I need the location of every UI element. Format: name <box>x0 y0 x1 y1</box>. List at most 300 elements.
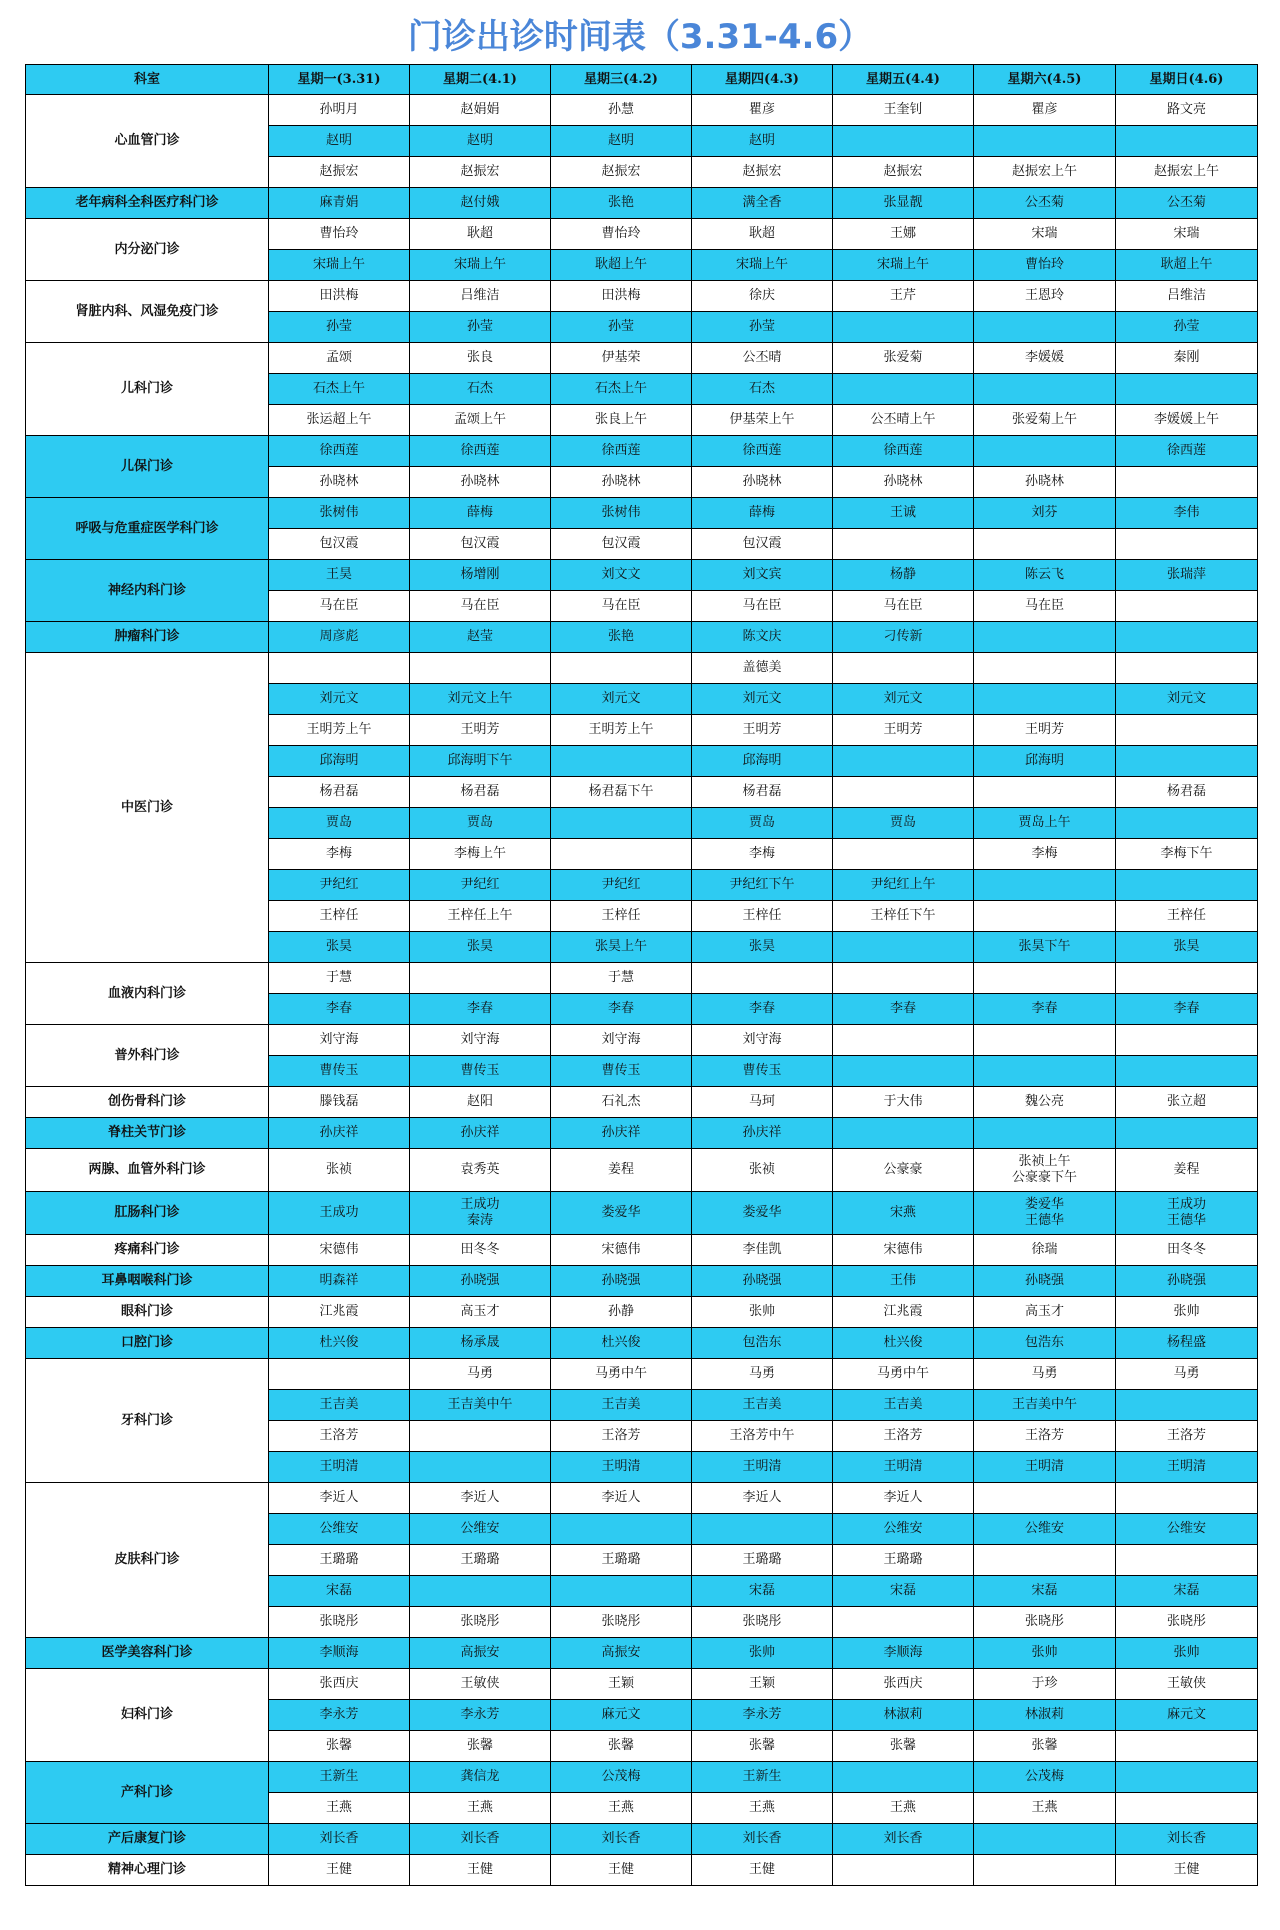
schedule-cell-tuesday: 宋瑞上午 <box>410 250 551 281</box>
schedule-cell-friday: 王明芳 <box>833 715 974 746</box>
schedule-cell-friday: 王燕 <box>833 1793 974 1824</box>
schedule-cell-friday: 张爱菊 <box>833 343 974 374</box>
schedule-cell-tuesday <box>410 653 551 684</box>
schedule-cell-monday: 王梓任 <box>269 901 410 932</box>
schedule-cell-monday: 孙明月 <box>269 95 410 126</box>
schedule-cell-monday: 麻青娟 <box>269 188 410 219</box>
schedule-cell-saturday: 李媛媛 <box>974 343 1116 374</box>
schedule-cell-friday <box>833 1607 974 1638</box>
schedule-cell-thursday: 王颖 <box>692 1669 833 1700</box>
schedule-cell-saturday <box>974 1824 1116 1855</box>
schedule-cell-friday <box>833 529 974 560</box>
schedule-cell-saturday: 贾岛上午 <box>974 808 1116 839</box>
schedule-cell-monday: 尹纪红 <box>269 870 410 901</box>
schedule-cell-tuesday: 赵明 <box>410 126 551 157</box>
schedule-cell-wednesday: 包汉霞 <box>551 529 692 560</box>
schedule-cell-saturday: 公丕菊 <box>974 188 1116 219</box>
schedule-cell-friday <box>833 839 974 870</box>
schedule-cell-friday <box>833 1025 974 1056</box>
schedule-cell-thursday: 张馨 <box>692 1731 833 1762</box>
schedule-cell-sunday <box>1116 870 1258 901</box>
schedule-cell-monday: 石杰上午 <box>269 374 410 405</box>
schedule-cell-tuesday: 曹传玉 <box>410 1056 551 1087</box>
schedule-cell-thursday <box>692 963 833 994</box>
schedule-cell-sunday: 王敏侠 <box>1116 1669 1258 1700</box>
schedule-cell-sunday <box>1116 374 1258 405</box>
table-row <box>26 1483 1258 1514</box>
schedule-cell-thursday: 张昊 <box>692 932 833 963</box>
schedule-cell-sunday: 麻元文 <box>1116 1700 1258 1731</box>
schedule-cell-saturday <box>974 1855 1116 1886</box>
table-row <box>26 622 1258 653</box>
schedule-cell-tuesday: 徐西莲 <box>410 436 551 467</box>
schedule-cell-sunday: 王健 <box>1116 1855 1258 1886</box>
schedule-cell-friday: 马在臣 <box>833 591 974 622</box>
schedule-cell-tuesday: 刘元文上午 <box>410 684 551 715</box>
schedule-cell-wednesday <box>551 1576 692 1607</box>
schedule-cell-sunday: 张帅 <box>1116 1297 1258 1328</box>
schedule-cell-friday: 张显靓 <box>833 188 974 219</box>
schedule-body <box>26 95 1258 1886</box>
table-row <box>26 1087 1258 1118</box>
schedule-cell-tuesday: 高玉才 <box>410 1297 551 1328</box>
department-name: 眼科门诊 <box>26 1297 269 1328</box>
schedule-cell-monday: 李永芳 <box>269 1700 410 1731</box>
schedule-cell-sunday: 王洛芳 <box>1116 1421 1258 1452</box>
table-row <box>26 1328 1258 1359</box>
schedule-cell-thursday: 马勇 <box>692 1359 833 1390</box>
schedule-cell-wednesday: 孙莹 <box>551 312 692 343</box>
schedule-cell-saturday: 刘芬 <box>974 498 1116 529</box>
schedule-cell-sunday <box>1116 529 1258 560</box>
schedule-cell-monday: 王燕 <box>269 1793 410 1824</box>
schedule-cell-friday <box>833 1762 974 1793</box>
page-title: 门诊出诊时间表（3.31-4.6） <box>407 17 873 57</box>
schedule-cell-sunday <box>1116 653 1258 684</box>
schedule-cell-monday: 徐西莲 <box>269 436 410 467</box>
department-name: 儿科门诊 <box>26 343 269 436</box>
schedule-cell-thursday: 张帅 <box>692 1297 833 1328</box>
schedule-cell-friday: 宋瑞上午 <box>833 250 974 281</box>
department-name: 心血管门诊 <box>26 95 269 188</box>
schedule-cell-monday: 王明芳上午 <box>269 715 410 746</box>
schedule-cell-tuesday: 王成功 秦涛 <box>410 1192 551 1235</box>
schedule-cell-sunday <box>1116 1056 1258 1087</box>
schedule-cell-saturday: 林淑莉 <box>974 1700 1116 1731</box>
schedule-cell-friday <box>833 1855 974 1886</box>
department-name: 神经内科门诊 <box>26 560 269 622</box>
schedule-cell-monday <box>269 1359 410 1390</box>
department-name: 口腔门诊 <box>26 1328 269 1359</box>
schedule-cell-tuesday: 公维安 <box>410 1514 551 1545</box>
schedule-cell-friday: 徐西莲 <box>833 436 974 467</box>
schedule-cell-saturday <box>974 1118 1116 1149</box>
schedule-cell-friday: 赵振宏 <box>833 157 974 188</box>
schedule-cell-thursday: 盖德美 <box>692 653 833 684</box>
schedule-cell-wednesday <box>551 839 692 870</box>
schedule-cell-monday: 杨君磊 <box>269 777 410 808</box>
schedule-cell-friday <box>833 1056 974 1087</box>
department-name: 疼痛科门诊 <box>26 1235 269 1266</box>
schedule-cell-tuesday: 尹纪红 <box>410 870 551 901</box>
schedule-cell-friday: 王诚 <box>833 498 974 529</box>
schedule-cell-wednesday: 张树伟 <box>551 498 692 529</box>
department-name: 儿保门诊 <box>26 436 269 498</box>
schedule-cell-saturday: 王吉美中午 <box>974 1390 1116 1421</box>
schedule-cell-thursday: 刘元文 <box>692 684 833 715</box>
schedule-cell-wednesday: 徐西莲 <box>551 436 692 467</box>
table-row <box>26 498 1258 529</box>
schedule-cell-wednesday: 于慧 <box>551 963 692 994</box>
schedule-cell-wednesday <box>551 808 692 839</box>
schedule-cell-monday: 贾岛 <box>269 808 410 839</box>
schedule-cell-monday: 李顺海 <box>269 1638 410 1669</box>
schedule-cell-tuesday: 王明芳 <box>410 715 551 746</box>
schedule-cell-tuesday: 孟颂上午 <box>410 405 551 436</box>
schedule-cell-friday: 王娜 <box>833 219 974 250</box>
schedule-cell-tuesday: 马在臣 <box>410 591 551 622</box>
schedule-cell-sunday <box>1116 1390 1258 1421</box>
schedule-cell-wednesday: 王璐璐 <box>551 1545 692 1576</box>
schedule-cell-friday: 李近人 <box>833 1483 974 1514</box>
schedule-cell-wednesday: 刘守海 <box>551 1025 692 1056</box>
schedule-cell-thursday: 宋磊 <box>692 1576 833 1607</box>
schedule-cell-monday: 王新生 <box>269 1762 410 1793</box>
schedule-cell-wednesday: 杨君磊下午 <box>551 777 692 808</box>
schedule-cell-wednesday: 李春 <box>551 994 692 1025</box>
schedule-cell-saturday <box>974 653 1116 684</box>
table-row <box>26 343 1258 374</box>
schedule-cell-friday: 马勇中午 <box>833 1359 974 1390</box>
schedule-cell-saturday: 娄爱华 王德华 <box>974 1192 1116 1235</box>
schedule-cell-sunday <box>1116 1793 1258 1824</box>
schedule-cell-thursday: 刘文宾 <box>692 560 833 591</box>
schedule-cell-saturday: 张爱菊上午 <box>974 405 1116 436</box>
schedule-cell-monday: 马在臣 <box>269 591 410 622</box>
table-row <box>26 1235 1258 1266</box>
schedule-cell-monday: 张昊 <box>269 932 410 963</box>
schedule-cell-saturday <box>974 777 1116 808</box>
schedule-cell-friday <box>833 126 974 157</box>
schedule-cell-sunday: 宋瑞 <box>1116 219 1258 250</box>
schedule-cell-tuesday: 刘长香 <box>410 1824 551 1855</box>
schedule-cell-monday: 李梅 <box>269 839 410 870</box>
schedule-cell-saturday <box>974 870 1116 901</box>
schedule-cell-saturday: 张馨 <box>974 1731 1116 1762</box>
schedule-cell-thursday: 李梅 <box>692 839 833 870</box>
schedule-cell-monday: 刘元文 <box>269 684 410 715</box>
schedule-cell-wednesday: 马在臣 <box>551 591 692 622</box>
schedule-cell-sunday <box>1116 591 1258 622</box>
schedule-cell-saturday <box>974 529 1116 560</box>
schedule-cell-monday: 赵振宏 <box>269 157 410 188</box>
schedule-cell-tuesday: 王燕 <box>410 1793 551 1824</box>
table-row <box>26 1025 1258 1056</box>
schedule-cell-tuesday: 刘守海 <box>410 1025 551 1056</box>
schedule-cell-monday: 宋瑞上午 <box>269 250 410 281</box>
schedule-cell-saturday <box>974 963 1116 994</box>
schedule-cell-saturday: 宋瑞 <box>974 219 1116 250</box>
schedule-cell-monday: 包汉霞 <box>269 529 410 560</box>
schedule-cell-monday: 孙晓林 <box>269 467 410 498</box>
schedule-cell-sunday <box>1116 1483 1258 1514</box>
schedule-cell-saturday <box>974 374 1116 405</box>
schedule-cell-wednesday: 孙慧 <box>551 95 692 126</box>
schedule-cell-thursday: 王新生 <box>692 1762 833 1793</box>
schedule-cell-friday: 杨静 <box>833 560 974 591</box>
schedule-cell-wednesday: 王明芳上午 <box>551 715 692 746</box>
table-row <box>26 1149 1258 1192</box>
schedule-cell-tuesday: 张昊 <box>410 932 551 963</box>
schedule-cell-sunday: 杨程盛 <box>1116 1328 1258 1359</box>
schedule-cell-monday: 江兆霞 <box>269 1297 410 1328</box>
schedule-cell-sunday: 杨君磊 <box>1116 777 1258 808</box>
schedule-cell-monday: 王吉美 <box>269 1390 410 1421</box>
schedule-cell-monday <box>269 653 410 684</box>
schedule-cell-monday: 张祯 <box>269 1149 410 1192</box>
schedule-cell-thursday: 邱海明 <box>692 746 833 777</box>
schedule-cell-friday <box>833 1118 974 1149</box>
schedule-cell-thursday: 李永芳 <box>692 1700 833 1731</box>
header-wednesday: 星期三(4.2) <box>551 65 692 95</box>
schedule-cell-tuesday: 王敏侠 <box>410 1669 551 1700</box>
schedule-cell-thursday: 孙庆祥 <box>692 1118 833 1149</box>
schedule-cell-wednesday: 张艳 <box>551 622 692 653</box>
schedule-cell-thursday: 王燕 <box>692 1793 833 1824</box>
schedule-cell-saturday: 王明清 <box>974 1452 1116 1483</box>
schedule-cell-thursday: 孙晓林 <box>692 467 833 498</box>
schedule-cell-friday: 刁传新 <box>833 622 974 653</box>
schedule-cell-friday: 刘元文 <box>833 684 974 715</box>
schedule-cell-wednesday: 耿超上午 <box>551 250 692 281</box>
schedule-cell-friday: 刘长香 <box>833 1824 974 1855</box>
schedule-cell-sunday <box>1116 1545 1258 1576</box>
schedule-cell-friday: 李顺海 <box>833 1638 974 1669</box>
schedule-cell-tuesday: 赵莹 <box>410 622 551 653</box>
schedule-cell-tuesday <box>410 1421 551 1452</box>
schedule-cell-thursday: 包汉霞 <box>692 529 833 560</box>
schedule-cell-tuesday: 耿超 <box>410 219 551 250</box>
schedule-cell-thursday: 王洛芳中午 <box>692 1421 833 1452</box>
schedule-cell-saturday: 马在臣 <box>974 591 1116 622</box>
schedule-cell-monday: 孙庆祥 <box>269 1118 410 1149</box>
schedule-cell-sunday <box>1116 746 1258 777</box>
schedule-cell-friday <box>833 374 974 405</box>
table-row <box>26 188 1258 219</box>
schedule-cell-tuesday: 孙莹 <box>410 312 551 343</box>
schedule-cell-wednesday: 张馨 <box>551 1731 692 1762</box>
schedule-cell-tuesday: 包汉霞 <box>410 529 551 560</box>
schedule-cell-tuesday: 吕维洁 <box>410 281 551 312</box>
schedule-cell-tuesday: 杨君磊 <box>410 777 551 808</box>
schedule-cell-monday: 邱海明 <box>269 746 410 777</box>
schedule-cell-thursday: 徐庆 <box>692 281 833 312</box>
schedule-cell-sunday <box>1116 1025 1258 1056</box>
schedule-cell-thursday <box>692 1514 833 1545</box>
schedule-cell-thursday: 伊基荣上午 <box>692 405 833 436</box>
schedule-cell-wednesday: 王吉美 <box>551 1390 692 1421</box>
department-name: 精神心理门诊 <box>26 1855 269 1886</box>
schedule-cell-saturday <box>974 126 1116 157</box>
schedule-cell-monday: 张运超上午 <box>269 405 410 436</box>
schedule-cell-wednesday <box>551 1514 692 1545</box>
schedule-cell-wednesday: 赵明 <box>551 126 692 157</box>
schedule-cell-thursday: 孙晓强 <box>692 1266 833 1297</box>
schedule-cell-friday: 王梓任下午 <box>833 901 974 932</box>
table-row <box>26 1359 1258 1390</box>
schedule-cell-wednesday: 石礼杰 <box>551 1087 692 1118</box>
schedule-cell-monday: 孙莹 <box>269 312 410 343</box>
schedule-cell-tuesday: 赵阳 <box>410 1087 551 1118</box>
schedule-cell-saturday: 王燕 <box>974 1793 1116 1824</box>
schedule-cell-thursday: 李近人 <box>692 1483 833 1514</box>
schedule-cell-thursday: 孙莹 <box>692 312 833 343</box>
schedule-cell-saturday <box>974 901 1116 932</box>
schedule-cell-friday: 宋燕 <box>833 1192 974 1235</box>
schedule-cell-tuesday: 孙庆祥 <box>410 1118 551 1149</box>
schedule-cell-monday: 李近人 <box>269 1483 410 1514</box>
header-sunday: 星期日(4.6) <box>1116 65 1258 95</box>
schedule-cell-thursday: 公丕晴 <box>692 343 833 374</box>
schedule-cell-thursday: 张帅 <box>692 1638 833 1669</box>
schedule-cell-sunday: 公丕菊 <box>1116 188 1258 219</box>
schedule-cell-friday: 公维安 <box>833 1514 974 1545</box>
schedule-cell-wednesday: 公茂梅 <box>551 1762 692 1793</box>
schedule-cell-thursday: 陈文庆 <box>692 622 833 653</box>
schedule-cell-tuesday: 孙晓强 <box>410 1266 551 1297</box>
schedule-cell-tuesday <box>410 963 551 994</box>
schedule-cell-sunday: 王梓任 <box>1116 901 1258 932</box>
schedule-cell-thursday: 满全香 <box>692 188 833 219</box>
schedule-cell-sunday: 赵振宏上午 <box>1116 157 1258 188</box>
schedule-cell-thursday: 马珂 <box>692 1087 833 1118</box>
schedule-cell-sunday: 宋磊 <box>1116 1576 1258 1607</box>
department-name: 肛肠科门诊 <box>26 1192 269 1235</box>
schedule-cell-wednesday <box>551 653 692 684</box>
schedule-cell-monday: 田洪梅 <box>269 281 410 312</box>
schedule-cell-tuesday: 赵振宏 <box>410 157 551 188</box>
schedule-cell-monday: 王璐璐 <box>269 1545 410 1576</box>
schedule-cell-friday: 江兆霞 <box>833 1297 974 1328</box>
schedule-cell-sunday <box>1116 1731 1258 1762</box>
schedule-cell-friday: 宋德伟 <box>833 1235 974 1266</box>
header-saturday: 星期六(4.5) <box>974 65 1116 95</box>
schedule-cell-wednesday: 杜兴俊 <box>551 1328 692 1359</box>
schedule-cell-tuesday: 高振安 <box>410 1638 551 1669</box>
schedule-cell-saturday: 马勇 <box>974 1359 1116 1390</box>
table-row <box>26 436 1258 467</box>
schedule-cell-saturday: 魏公亮 <box>974 1087 1116 1118</box>
schedule-cell-saturday <box>974 1056 1116 1087</box>
schedule-cell-saturday: 赵振宏上午 <box>974 157 1116 188</box>
schedule-cell-thursday: 曹传玉 <box>692 1056 833 1087</box>
department-name: 皮肤科门诊 <box>26 1483 269 1638</box>
schedule-cell-tuesday: 田冬冬 <box>410 1235 551 1266</box>
table-row <box>26 1266 1258 1297</box>
schedule-cell-tuesday: 薛梅 <box>410 498 551 529</box>
schedule-cell-monday: 公维安 <box>269 1514 410 1545</box>
schedule-cell-monday: 王成功 <box>269 1192 410 1235</box>
table-row <box>26 95 1258 126</box>
department-name: 耳鼻咽喉科门诊 <box>26 1266 269 1297</box>
schedule-cell-tuesday: 王璐璐 <box>410 1545 551 1576</box>
schedule-cell-monday: 杜兴俊 <box>269 1328 410 1359</box>
schedule-cell-thursday: 王明芳 <box>692 715 833 746</box>
schedule-cell-friday: 杜兴俊 <box>833 1328 974 1359</box>
table-row <box>26 1824 1258 1855</box>
schedule-cell-sunday: 刘元文 <box>1116 684 1258 715</box>
schedule-cell-sunday: 张瑞萍 <box>1116 560 1258 591</box>
schedule-cell-sunday <box>1116 1762 1258 1793</box>
schedule-cell-sunday: 孙晓强 <box>1116 1266 1258 1297</box>
schedule-cell-monday: 张馨 <box>269 1731 410 1762</box>
department-name: 肾脏内科、风湿免疫门诊 <box>26 281 269 343</box>
schedule-cell-wednesday: 曹传玉 <box>551 1056 692 1087</box>
schedule-cell-sunday: 张晓彤 <box>1116 1607 1258 1638</box>
schedule-cell-sunday: 秦刚 <box>1116 343 1258 374</box>
schedule-cell-friday <box>833 932 974 963</box>
schedule-cell-sunday: 李媛媛上午 <box>1116 405 1258 436</box>
schedule-cell-saturday <box>974 622 1116 653</box>
schedule-cell-wednesday: 田洪梅 <box>551 281 692 312</box>
schedule-cell-friday: 王吉美 <box>833 1390 974 1421</box>
schedule-cell-saturday: 公维安 <box>974 1514 1116 1545</box>
schedule-cell-monday: 王健 <box>269 1855 410 1886</box>
schedule-cell-saturday: 李梅 <box>974 839 1116 870</box>
schedule-cell-wednesday: 刘长香 <box>551 1824 692 1855</box>
schedule-cell-wednesday: 王健 <box>551 1855 692 1886</box>
schedule-cell-tuesday: 赵娟娟 <box>410 95 551 126</box>
schedule-cell-saturday: 宋磊 <box>974 1576 1116 1607</box>
schedule-cell-saturday <box>974 436 1116 467</box>
header-thursday: 星期四(4.3) <box>692 65 833 95</box>
schedule-cell-wednesday: 张艳 <box>551 188 692 219</box>
schedule-cell-saturday: 孙晓强 <box>974 1266 1116 1297</box>
table-row <box>26 963 1258 994</box>
schedule-cell-sunday <box>1116 126 1258 157</box>
schedule-cell-saturday: 徐瑞 <box>974 1235 1116 1266</box>
schedule-cell-friday: 孙晓林 <box>833 467 974 498</box>
schedule-cell-saturday: 包浩东 <box>974 1328 1116 1359</box>
schedule-cell-wednesday: 赵振宏 <box>551 157 692 188</box>
schedule-cell-wednesday: 麻元文 <box>551 1700 692 1731</box>
schedule-cell-friday <box>833 746 974 777</box>
schedule-cell-thursday: 王吉美 <box>692 1390 833 1421</box>
schedule-cell-friday <box>833 777 974 808</box>
schedule-cell-sunday: 姜程 <box>1116 1149 1258 1192</box>
schedule-cell-thursday: 张晓彤 <box>692 1607 833 1638</box>
schedule-cell-tuesday: 张良 <box>410 343 551 374</box>
schedule-cell-saturday: 瞿彦 <box>974 95 1116 126</box>
schedule-cell-tuesday: 张晓彤 <box>410 1607 551 1638</box>
schedule-cell-saturday: 高玉才 <box>974 1297 1116 1328</box>
schedule-cell-sunday: 张立超 <box>1116 1087 1258 1118</box>
schedule-cell-thursday: 王璐璐 <box>692 1545 833 1576</box>
schedule-cell-wednesday: 刘元文 <box>551 684 692 715</box>
schedule-cell-friday: 林淑莉 <box>833 1700 974 1731</box>
department-name: 产后康复门诊 <box>26 1824 269 1855</box>
schedule-cell-friday: 王明清 <box>833 1452 974 1483</box>
schedule-cell-thursday: 娄爱华 <box>692 1192 833 1235</box>
schedule-cell-friday: 王伟 <box>833 1266 974 1297</box>
schedule-cell-thursday: 张祯 <box>692 1149 833 1192</box>
schedule-cell-tuesday: 王健 <box>410 1855 551 1886</box>
schedule-cell-monday: 李春 <box>269 994 410 1025</box>
table-row <box>26 653 1258 684</box>
schedule-cell-friday: 李春 <box>833 994 974 1025</box>
schedule-cell-sunday <box>1116 467 1258 498</box>
schedule-cell-sunday: 李春 <box>1116 994 1258 1025</box>
